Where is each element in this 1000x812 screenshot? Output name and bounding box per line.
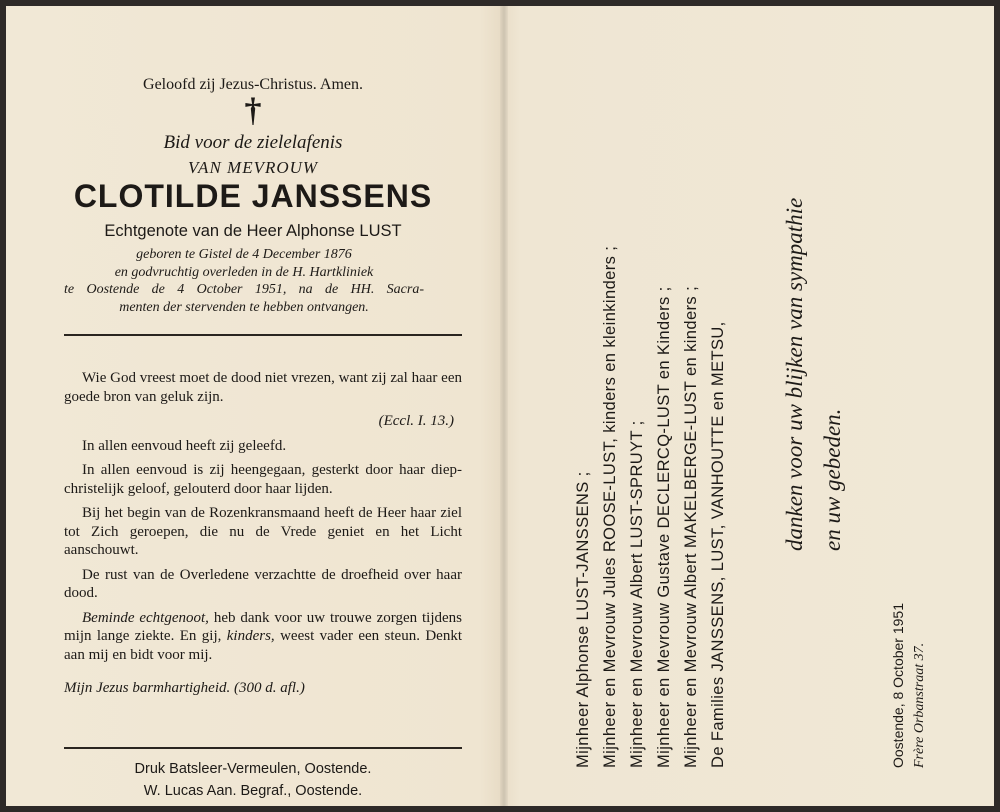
- family-line: Mijnheer en Mevrouw Albert LUST-SPRUYT ;: [628, 420, 646, 768]
- deceased-name: CLOTILDE JANSSENS: [73, 178, 433, 214]
- family-line: Mijnheer Alphonse LUST-JANSSENS ;: [574, 471, 592, 768]
- undertaker-line: W. Lucas Aan. Begraf., Oostende.: [143, 783, 363, 799]
- quote-reference: (Eccl. I. 13.): [378, 413, 454, 429]
- thanks-line: danken voor uw blijken van sympathie: [782, 197, 807, 551]
- paragraph-1: In allen eenvoud heeft zij geleefd.: [82, 437, 287, 454]
- cross-icon: †: [244, 92, 262, 129]
- prayer-request: Bid voor de zielelafenis: [163, 132, 343, 153]
- divider-top: [64, 334, 462, 336]
- memorial-card: [6, 6, 994, 806]
- family-line: Mijnheer en Mevrouw Jules ROOSE-LUST, kinders en kleinkinders ;: [601, 245, 619, 768]
- paragraph-5-text-a: heb dank voor uw trouwe zorgen tijdens mijn lange ziekte. En gij,: [64, 609, 462, 644]
- paragraph-2: In allen eenvoud is zij heengegaan, gesterkt door haar diep-christelijk geloof, gelouterd door haar lijden.: [64, 462, 462, 497]
- indulgence-prayer: Mijn Jezus barmhartigheid. (300 d. afl.): [64, 680, 305, 696]
- blessing-line: Geloofd zij Jezus-Christus. Amen.: [143, 76, 363, 93]
- detail-line: geboren te Gistel de 4 December 1876: [136, 247, 352, 262]
- family-line: De Families JANSSENS, LUST, VANHOUTTE en METSU,: [709, 321, 727, 768]
- card-fold: [500, 6, 508, 806]
- paragraph-5: [64, 609, 462, 665]
- detail-line: en godvruchtig overleden in de H. Hartkliniek: [114, 264, 374, 280]
- right-panel: [508, 6, 994, 806]
- paragraph-5-address-children: kinders,: [226, 628, 275, 644]
- memorial-text: [64, 369, 462, 670]
- madam-line: VAN MEVROUW: [187, 158, 319, 177]
- detail-line: te Oostende de 4 October 1951, na de HH. Sacra-: [64, 282, 424, 297]
- paragraph-3: Bij het begin van de Rozenkransmaand heeft de Heer haar ziel tot Zich geroepen, die nu de Vrede geniet en het Licht aanschouwt.: [64, 505, 462, 558]
- date-line: Oostende, 8 October 1951: [890, 603, 906, 768]
- birth-death-details: [64, 246, 424, 316]
- paragraph-5-address-spouse: Beminde echtgenoot,: [82, 609, 209, 626]
- family-line: Mijnheer en Mevrouw Gustave DECLERCQ-LUST en Kinders ;: [655, 286, 673, 768]
- family-line: Mijnheer en Mevrouw Albert MAKELBERGE-LUST en kinders ;: [682, 285, 700, 768]
- address-line: Frère Orbanstraat 37.: [912, 642, 927, 768]
- divider-bottom: [64, 747, 462, 749]
- paragraph-5-text-b: weest vader een steun. Denkt aan mij en bidt voor mij.: [64, 628, 462, 663]
- printer-info: [6, 758, 500, 802]
- paragraph-4: De rust van de Overledene verzachtte de droefheid over haar dood.: [64, 566, 462, 601]
- detail-line: menten der stervenden te hebben ontvangen.: [119, 299, 369, 315]
- left-panel: [6, 6, 500, 806]
- printer-line: Druk Batsleer-Vermeulen, Oostende.: [134, 761, 372, 777]
- spouse-line: Echtgenote van de Heer Alphonse LUST: [104, 222, 402, 240]
- thanks-line: en uw gebeden.: [820, 408, 845, 551]
- quote: Wie God vreest moet de dood niet vrezen, want zij zal haar een goede bron van geluk zijn.: [64, 370, 462, 405]
